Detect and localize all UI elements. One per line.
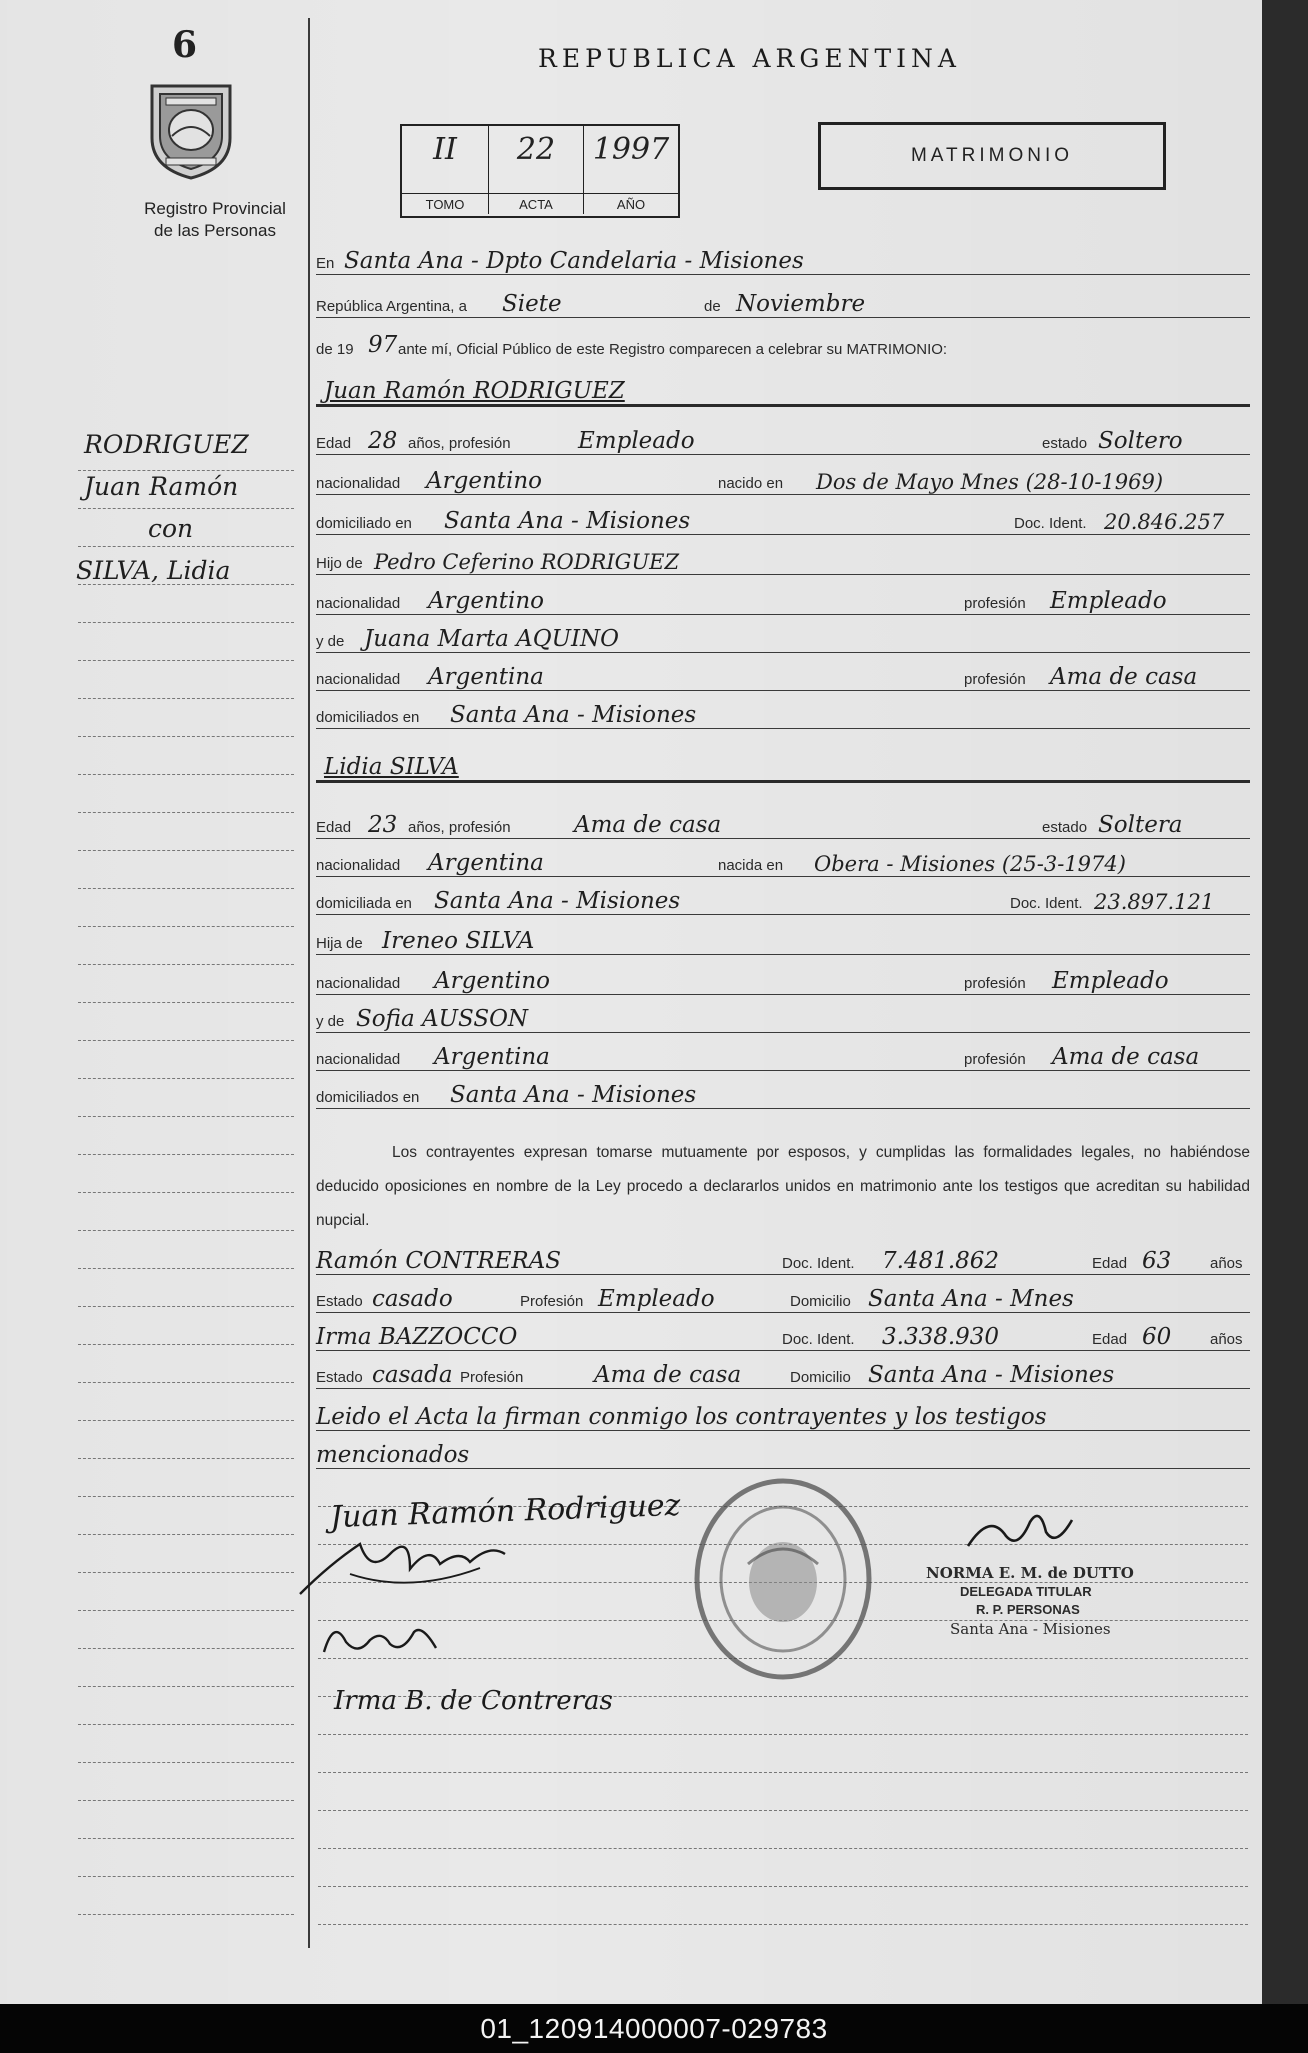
groom-name-row <box>316 370 1250 407</box>
volume-number: 6 <box>172 24 198 66</box>
groom-estado-label: estado <box>1042 435 1088 452</box>
tomo-label: TOMO <box>402 193 488 212</box>
witness2-doc-label: Doc. Ident. <box>782 1331 855 1348</box>
margin-rule <box>78 508 294 509</box>
year-row <box>316 326 1250 360</box>
bride-father-nationality: Argentino <box>434 968 551 994</box>
groom-father-nat-row <box>316 580 1250 615</box>
margin-rule <box>78 1914 294 1915</box>
margin-note-line2: Juan Ramón <box>84 472 239 501</box>
margin-rule <box>78 1040 294 1041</box>
bride-estado-label: estado <box>1042 819 1088 836</box>
witness2-edad-label: Edad <box>1092 1331 1128 1348</box>
bride-nacida-label: nacida en <box>718 857 784 874</box>
witness1-prof-label: Profesión <box>520 1293 584 1310</box>
official-stamp-line3: R. P. PERSONAS <box>976 1602 1080 1617</box>
bride-birthplace: Obera - Misiones (25-3-1974) <box>814 852 1126 876</box>
margin-rule <box>78 1382 294 1383</box>
bride-nationality: Argentina <box>428 850 544 876</box>
bride-doc-label: Doc. Ident. <box>1010 895 1083 912</box>
groom-mother-nat-label: nacionalidad <box>316 671 401 688</box>
bride-name: Lidia SILVA <box>324 754 459 780</box>
scan-id-footer: 01_120914000007-029783 <box>0 2004 1308 2053</box>
bride-mother-prof-label: profesión <box>964 1051 1026 1068</box>
groom-father: Pedro Ceferino RODRIGUEZ <box>374 550 680 574</box>
groom-nacido-label: nacido en <box>718 475 784 492</box>
en-label: En <box>316 255 335 272</box>
margin-rule <box>78 1724 294 1725</box>
official-stamp-line1: NORMA E. M. de DUTTO <box>926 1564 1134 1582</box>
place-row <box>316 240 1250 275</box>
witness1-anos-label: años <box>1210 1255 1243 1272</box>
bride-nat-label: nacionalidad <box>316 857 401 874</box>
margin-rule <box>78 622 294 623</box>
groom-doc: 20.846.257 <box>1104 510 1225 534</box>
witness2-status: casada <box>372 1362 453 1388</box>
margin-rule <box>78 774 294 775</box>
witness1-profession: Empleado <box>598 1286 715 1312</box>
margin-rule <box>78 698 294 699</box>
groom-name: Juan Ramón RODRIGUEZ <box>324 378 625 404</box>
bride-parents-domicile: Santa Ana - Misiones <box>450 1082 697 1108</box>
body-rule <box>318 1924 1248 1925</box>
bride-father-profession: Empleado <box>1052 968 1169 994</box>
witness2-age: 60 <box>1142 1324 1172 1350</box>
bride-yde-label: y de <box>316 1013 345 1030</box>
bride-parents-dom-label: domiciliados en <box>316 1089 420 1106</box>
acta-label: ACTA <box>489 193 583 212</box>
signature-witness1 <box>318 1612 458 1668</box>
bride-age-row <box>316 804 1250 839</box>
witness1-row <box>316 1240 1250 1275</box>
witness2-profession: Ama de casa <box>594 1362 742 1388</box>
groom-domicile: Santa Ana - Misiones <box>444 508 691 534</box>
margin-rule <box>78 736 294 737</box>
groom-domicile-row <box>316 500 1250 535</box>
witness1-age: 63 <box>1142 1248 1172 1274</box>
witness1-edad-label: Edad <box>1092 1255 1128 1272</box>
groom-father-nat-label: nacionalidad <box>316 595 401 612</box>
groom-father-profession: Empleado <box>1050 588 1167 614</box>
witness2-row <box>316 1316 1250 1351</box>
bride-profession: Ama de casa <box>574 812 722 838</box>
republica-label: República Argentina, a <box>316 298 467 315</box>
bride-domicile: Santa Ana - Misiones <box>434 888 681 914</box>
witness1-status: casado <box>372 1286 453 1312</box>
registry-label-line1: Registro Provincial <box>144 199 286 218</box>
witness1-dom-label: Domicilio <box>790 1293 851 1310</box>
bride-civil-status: Soltera <box>1098 812 1183 838</box>
body-rule <box>318 1810 1248 1811</box>
bride-parents-dom-row <box>316 1074 1250 1109</box>
groom-birthplace: Dos de Mayo Mnes (28-10-1969) <box>816 470 1164 494</box>
margin-rule <box>78 1230 294 1231</box>
bride-doc: 23.897.121 <box>1094 890 1215 914</box>
official-signature <box>960 1502 1090 1562</box>
record-type-box: MATRIMONIO <box>818 122 1166 190</box>
witness1-detail-row <box>316 1278 1250 1313</box>
margin-rule <box>78 1686 294 1687</box>
closing-line1: Leido el Acta la firman conmigo los contrayentes y los testigos <box>316 1404 1047 1430</box>
registry-label-line2: de las Personas <box>154 221 276 240</box>
groom-yde-label: y de <box>316 633 345 650</box>
margin-rule <box>78 1648 294 1649</box>
tomo-cell <box>402 126 489 214</box>
bride-domicile-row <box>316 880 1250 915</box>
witness2-name: Irma BAZZOCCO <box>316 1324 518 1350</box>
margin-rule <box>78 850 294 851</box>
witness2-dom-label: Domicilio <box>790 1369 851 1386</box>
groom-hijo-label: Hijo de <box>316 555 363 572</box>
groom-parents-dom-label: domiciliados en <box>316 709 420 726</box>
margin-rule <box>78 812 294 813</box>
margin-rule <box>78 660 294 661</box>
body-rule <box>318 1772 1248 1773</box>
bride-age: 23 <box>368 812 398 838</box>
margin-rule <box>78 1002 294 1003</box>
signature-witness2: Irma B. de Contreras <box>334 1686 613 1716</box>
groom-father-row <box>316 540 1250 575</box>
bride-dom-label: domiciliada en <box>316 895 412 912</box>
groom-nat-label: nacionalidad <box>316 475 401 492</box>
witness1-doc: 7.481.862 <box>882 1248 1000 1274</box>
month-value: Noviembre <box>736 291 866 317</box>
date-row <box>316 283 1250 318</box>
bride-father: Ireneo SILVA <box>382 928 535 954</box>
groom-mother-profession: Ama de casa <box>1050 664 1198 690</box>
bride-mother-nat-row <box>316 1036 1250 1071</box>
year-prefix: de 19 <box>316 341 354 358</box>
groom-mother-nationality: Argentina <box>428 664 544 690</box>
groom-age-row <box>316 420 1250 455</box>
country-title: REPUBLICA ARGENTINA <box>538 44 961 73</box>
margin-rule <box>78 1192 294 1193</box>
bride-mother: Sofia AUSSON <box>356 1006 529 1032</box>
groom-mother-row <box>316 618 1250 653</box>
groom-father-prof-label: profesión <box>964 595 1026 612</box>
witness1-domicile: Santa Ana - Mnes <box>868 1286 1074 1312</box>
groom-nationality: Argentino <box>426 468 543 494</box>
bride-father-nat-row <box>316 960 1250 995</box>
margin-rule <box>78 1458 294 1459</box>
closing-line2: mencionados <box>316 1442 470 1468</box>
groom-age: 28 <box>368 428 398 454</box>
bride-nationality-row <box>316 842 1250 877</box>
margin-rule <box>78 1610 294 1611</box>
groom-nationality-row <box>316 460 1250 495</box>
witness2-detail-row <box>316 1354 1250 1389</box>
provincial-seal-icon <box>142 78 240 180</box>
registry-stamp-icon <box>688 1474 878 1684</box>
margin-rule <box>78 1496 294 1497</box>
margin-rule <box>78 1838 294 1839</box>
anio-value: 1997 <box>592 132 670 167</box>
de-label: de <box>704 298 721 315</box>
bride-mother-nationality: Argentina <box>434 1044 550 1070</box>
body-rule <box>318 1848 1248 1849</box>
bride-name-row <box>316 746 1250 783</box>
declaration-text: Los contrayentes expresan tomarse mutuamente por esposos, y cumplidas las formalidades legales, no habiéndose deducido oposiciones en nombre de la Ley procedo a declararlos unidos en matrimonio ante los testigos que acreditan su habilidad nupcial. <box>316 1144 1250 1229</box>
margin-rule <box>78 546 294 547</box>
margin-rule <box>78 470 294 471</box>
bride-father-prof-label: profesión <box>964 975 1026 992</box>
witness1-doc-label: Doc. Ident. <box>782 1255 855 1272</box>
groom-mother: Juana Marta AQUINO <box>364 626 620 652</box>
margin-rule <box>78 1268 294 1269</box>
closing-line2-row <box>316 1434 1250 1469</box>
tomo-value: II <box>433 132 457 167</box>
margin-rule <box>78 888 294 889</box>
scan-edge <box>1262 0 1308 2004</box>
groom-profession: Empleado <box>578 428 695 454</box>
groom-parents-domicile: Santa Ana - Misiones <box>450 702 697 728</box>
witness2-domicile: Santa Ana - Misiones <box>868 1362 1115 1388</box>
year-suffix: 97 <box>368 332 398 358</box>
margin-rule <box>78 926 294 927</box>
groom-parents-dom-row <box>316 694 1250 729</box>
margin-rule <box>78 1572 294 1573</box>
groom-edad-label: Edad <box>316 435 352 452</box>
groom-doc-label: Doc. Ident. <box>1014 515 1087 532</box>
acta-value: 22 <box>516 132 556 167</box>
closing-line1-row <box>316 1396 1250 1431</box>
official-stamp-line4: Santa Ana - Misiones <box>950 1620 1111 1638</box>
official-stamp-line2: DELEGADA TITULAR <box>960 1584 1092 1599</box>
groom-dom-label: domiciliado en <box>316 515 412 532</box>
groom-father-nationality: Argentino <box>428 588 545 614</box>
margin-note-line3: con <box>148 514 194 543</box>
official-stamp <box>900 1510 1200 1638</box>
margin-note-line4: SILVA, Lidia <box>76 556 231 585</box>
bride-father-nat-label: nacionalidad <box>316 975 401 992</box>
margin-rule <box>78 1800 294 1801</box>
signature-bride <box>290 1524 530 1604</box>
registry-label <box>100 198 330 242</box>
margin-divider <box>308 18 310 1948</box>
witness2-estado-label: Estado <box>316 1369 363 1386</box>
place-value: Santa Ana - Dpto Candelaria - Misiones <box>344 248 804 274</box>
groom-mother-prof-label: profesión <box>964 671 1026 688</box>
margin-rule <box>78 964 294 965</box>
margin-rule <box>78 1420 294 1421</box>
margin-note-line1: RODRIGUEZ <box>84 430 249 459</box>
witness2-anos-label: años <box>1210 1331 1243 1348</box>
body-rule <box>318 1886 1248 1887</box>
bride-mother-row <box>316 998 1250 1033</box>
witness2-doc: 3.338.930 <box>882 1324 1000 1350</box>
margin-rule <box>78 1116 294 1117</box>
bride-prof-label: años, profesión <box>408 819 511 836</box>
margin-rule <box>78 1876 294 1877</box>
margin-rule <box>78 1762 294 1763</box>
anio-label: AÑO <box>584 193 678 212</box>
bride-mother-profession: Ama de casa <box>1052 1044 1200 1070</box>
margin-rule <box>78 1534 294 1535</box>
bride-mother-nat-label: nacionalidad <box>316 1051 401 1068</box>
groom-mother-nat-row <box>316 656 1250 691</box>
witness1-estado-label: Estado <box>316 1293 363 1310</box>
bride-father-row <box>316 920 1250 955</box>
bride-edad-label: Edad <box>316 819 352 836</box>
margin-rule <box>78 1344 294 1345</box>
margin-rule <box>78 1306 294 1307</box>
signature-groom: Juan Ramón Rodriguez <box>329 1487 682 1536</box>
acta-cell <box>489 126 584 214</box>
groom-civil-status: Soltero <box>1098 428 1183 454</box>
record-reference-table <box>400 124 680 218</box>
bride-hija-label: Hija de <box>316 935 363 952</box>
margin-rule <box>78 1078 294 1079</box>
groom-prof-label: años, profesión <box>408 435 511 452</box>
day-value: Siete <box>502 291 562 317</box>
witness1-name: Ramón CONTRERAS <box>316 1248 562 1274</box>
body-rule <box>318 1734 1248 1735</box>
margin-rule <box>78 1154 294 1155</box>
year-text: ante mí, Oficial Público de este Registro comparecen a celebrar su MATRIMONIO: <box>398 341 948 358</box>
witness2-prof-label: Profesión <box>460 1369 524 1386</box>
anio-cell <box>584 126 678 214</box>
